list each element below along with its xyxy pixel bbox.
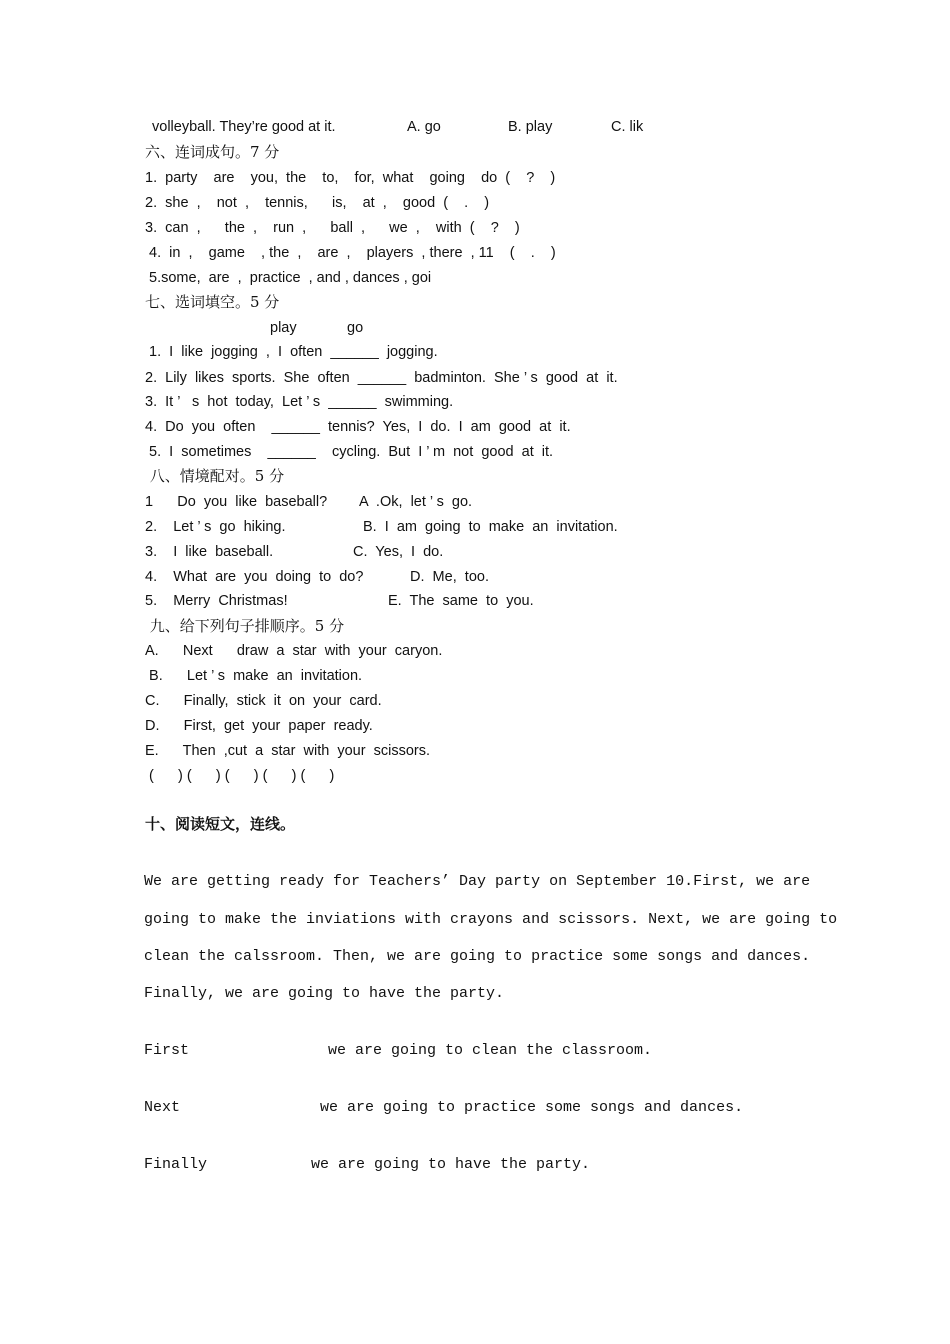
section7-item: 5. I sometimes ______ cycling. But I ’ m not good at it. [145,444,554,460]
passage-line: Finally, we are going to have the party. [144,985,505,1002]
section8-left-item: 4. What are you doing to do? [145,569,364,585]
section8-left-item: 2. Let ’ s go hiking. [145,519,286,535]
section9-item: C. Finally, stick it on your card. [145,693,382,709]
passage-line: clean the calssroom. Then, we are going to practice some songs and dances. [144,948,811,965]
passage-line: going to make the inviations with crayons and scissors. Next, we are going to [144,911,838,928]
section6-item: 3. can , the , run , ball , we , with ( ? ) [145,220,520,236]
section8-heading: 八、情境配对。5 分 [145,467,285,485]
match-text: we are going to practice some songs and dances. [320,1099,744,1116]
section6-item: 4. in , game , the , are , players , there , 11 ( . ) [145,245,556,261]
section8-right-item: B. I am going to make an invitation. [363,519,618,535]
section9-item: D. First, get your paper ready. [145,718,373,734]
q5-option-c: C. lik [611,119,644,135]
word-bank-go: go [347,320,364,336]
section8-right-item: C. Yes, I do. [353,544,444,560]
match-word-first: First [144,1042,190,1059]
section10-heading: 十、阅读短文，连线。 [145,815,296,833]
section8-right-item: A .Ok, let ’ s go. [359,494,473,510]
section7-item: 4. Do you often ______ tennis? Yes, I do. I am good at it. [145,419,571,435]
section8-right-item: E. The same to you. [388,593,534,609]
section7-item: 3. It ’ s hot today, Let ’ s ______ swimming. [145,394,454,410]
section7-item: 2. Lily likes sports. She often ______ badminton. She ’ s good at it. [145,370,618,386]
section8-left-item: 5. Merry Christmas! [145,593,288,609]
section7-item: 1. I like jogging , I often ______ jogging. [145,344,438,360]
section9-item: A. Next draw a star with your caryon. [145,643,443,659]
q5-option-b: B. play [508,119,553,135]
section8-left-item: 3. I like baseball. [145,544,274,560]
q5-sentence-tail: volleyball. They’re good at it. [152,119,336,135]
section9-item: E. Then ,cut a star with your scissors. [145,743,430,759]
match-word-next: Next [144,1099,181,1116]
section7-heading: 七、选词填空。5 分 [145,293,280,311]
match-word-finally: Finally [144,1156,208,1173]
section6-item: 5.some, are , practice , and , dances , goi [145,270,432,286]
section9-heading: 九、给下列句子排顺序。5 分 [145,617,345,635]
match-text: we are going to clean the classroom. [328,1042,653,1059]
match-text: we are going to have the party. [311,1156,591,1173]
section8-left-item: 1 Do you like baseball? [145,494,328,510]
passage-line: We are getting ready for Teachers’ Day party on September 10.First, we are [144,873,811,890]
word-bank-play: play [270,320,297,336]
section6-item: 1. party are you, the to, for, what going do ( ? ) [145,170,556,186]
order-answer-blanks: ( ) ( ) ( ) ( ) ( ) [145,768,335,784]
q5-option-a: A. go [407,119,441,135]
section6-item: 2. she , not , tennis, is, at , good ( . ) [145,195,490,211]
section6-heading: 六、连词成句。7 分 [145,143,280,161]
section8-right-item: D. Me, too. [410,569,489,585]
section9-item: B. Let ’ s make an invitation. [145,668,363,684]
